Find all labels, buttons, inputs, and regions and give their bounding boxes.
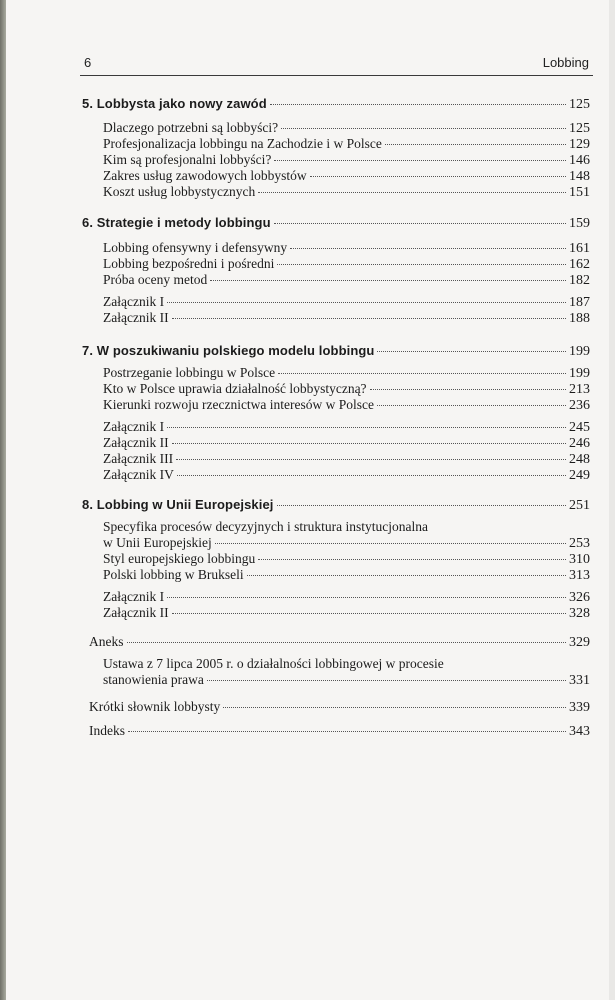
dot-leader: [215, 543, 566, 544]
toc-entry-title: Kto w Polsce uprawia działalność lobbystyczną?: [103, 381, 367, 396]
toc-chapter-8: [82, 497, 590, 514]
toc-entry-title: Lobbing bezpośredni i pośredni: [103, 256, 275, 271]
toc-entry-page: 148: [569, 169, 590, 184]
dot-leader: [167, 427, 566, 428]
toc-entry: [103, 567, 590, 584]
toc-entry-title: Lobbing ofensywny i defensywny: [103, 240, 288, 255]
toc-entry-page: 213: [569, 382, 590, 397]
toc-entry-title: 8. Lobbing w Unii Europejskiej: [82, 497, 274, 512]
toc-entry-title: Zakres usług zawodowych lobbystów: [103, 168, 307, 183]
dot-leader: [167, 302, 566, 303]
toc-entry-page: 339: [569, 700, 590, 715]
toc-entry: [103, 672, 590, 689]
toc-entry-page: 343: [569, 724, 590, 739]
toc-entry-page: 146: [569, 153, 590, 168]
toc-entry-title: Załącznik II: [103, 310, 169, 325]
toc-entry-page: 326: [569, 590, 590, 605]
toc-entry-title: w Unii Europejskiej: [103, 535, 212, 550]
dot-leader: [274, 160, 566, 161]
toc-entry-page: 328: [569, 606, 590, 621]
toc-entry-page: 151: [569, 185, 590, 200]
toc-entry: [103, 168, 590, 185]
dot-leader: [128, 731, 566, 732]
toc-entry-title: Indeks: [89, 723, 125, 738]
toc-entry-page: 251: [569, 498, 590, 513]
dot-leader: [370, 389, 566, 390]
toc-entry-title: Kierunki rozwoju rzecznictwa interesów w Polsce: [103, 397, 375, 412]
dot-leader: [270, 104, 566, 105]
toc-entry-title: Dlaczego potrzebni są lobbyści?: [103, 120, 279, 135]
toc-entry-title: Profesjonalizacja lobbingu na Zachodzie i w Polsce: [103, 136, 382, 151]
toc-entry-title: 6. Strategie i metody lobbingu: [82, 215, 271, 230]
toc-entry: [103, 397, 590, 414]
toc-entry-page: 125: [569, 97, 590, 112]
toc-entry-page: 248: [569, 452, 590, 467]
running-title: Lobbing: [542, 55, 589, 70]
toc-entry-page: 199: [569, 366, 590, 381]
toc-entry-title: Styl europejskiego lobbingu: [103, 551, 256, 566]
dot-leader: [127, 642, 567, 643]
toc-entry: [103, 551, 590, 568]
toc-entry-page: 331: [569, 673, 590, 688]
toc-entry-page: 182: [569, 273, 590, 288]
toc-entry-page: 129: [569, 137, 590, 152]
dot-leader: [172, 443, 566, 444]
toc-entry-page: 236: [569, 398, 590, 413]
toc-entry-page: 249: [569, 468, 590, 483]
toc-chapter-6: [82, 215, 590, 232]
toc-entry-title: Krótki słownik lobbysty: [89, 699, 221, 714]
toc-entry: [103, 451, 590, 468]
toc-entry-page: 253: [569, 536, 590, 551]
toc-entry-page: 329: [569, 635, 590, 650]
toc-entry-page: 199: [569, 344, 590, 359]
dot-leader: [223, 707, 566, 708]
dot-leader: [310, 176, 566, 177]
dot-leader: [277, 264, 566, 265]
toc-entry-page: 162: [569, 257, 590, 272]
dot-leader: [281, 128, 566, 129]
toc-entry-title: Próba oceny metod: [103, 272, 208, 287]
dot-leader: [207, 680, 566, 681]
toc-entry-page: 246: [569, 436, 590, 451]
toc-entry: [103, 435, 590, 452]
dot-leader: [290, 248, 566, 249]
toc-entry-first-line: Specyfika procesów decyzyjnych i struktura instytucjonalna: [103, 519, 429, 534]
dot-leader: [377, 351, 566, 352]
dot-leader: [247, 575, 566, 576]
toc-entry: [103, 535, 590, 552]
dot-leader: [385, 144, 566, 145]
toc-entry: [103, 120, 590, 137]
toc-entry-title: Załącznik IV: [103, 467, 174, 482]
toc-index: [89, 723, 590, 740]
dot-leader: [277, 505, 566, 506]
toc-entry: [103, 310, 590, 327]
toc-entry: [103, 256, 590, 273]
toc-entry-title: Załącznik II: [103, 435, 169, 450]
toc-entry-title: Załącznik I: [103, 294, 165, 309]
toc-entry-page: 159: [569, 216, 590, 231]
dot-leader: [176, 459, 566, 460]
toc-annex: [89, 634, 590, 651]
toc-entry-page: 313: [569, 568, 590, 583]
toc-entry: [103, 381, 590, 398]
toc-entry-title: Załącznik III: [103, 451, 174, 466]
dot-leader: [172, 318, 566, 319]
page-number: 6: [84, 55, 92, 70]
toc-glossary: [89, 699, 590, 716]
toc-entry-title: Załącznik I: [103, 589, 165, 604]
toc-entry: [103, 152, 590, 169]
toc-entry-title: Koszt usług lobbystycznych: [103, 184, 256, 199]
toc-entry-title: Załącznik I: [103, 419, 165, 434]
toc-entry: [103, 184, 590, 201]
dot-leader: [278, 373, 566, 374]
toc-entry-title: stanowienia prawa: [103, 672, 204, 687]
dot-leader: [258, 559, 566, 560]
toc-chapter-7: [82, 343, 590, 360]
toc-entry: [103, 589, 590, 606]
dot-leader: [210, 280, 566, 281]
toc-chapter-5: [82, 96, 590, 113]
toc-entry-title: Postrzeganie lobbingu w Polsce: [103, 365, 276, 380]
dot-leader: [167, 597, 566, 598]
toc-entry-page: 188: [569, 311, 590, 326]
dot-leader: [258, 192, 566, 193]
toc-entry-title: Kim są profesjonalni lobbyści?: [103, 152, 272, 167]
dot-leader: [377, 405, 566, 406]
toc-entry: [103, 272, 590, 289]
toc-entry-title: Załącznik II: [103, 605, 169, 620]
dot-leader: [177, 475, 566, 476]
toc-entry-title: Polski lobbing w Brukseli: [103, 567, 244, 582]
toc-entry-title: Aneks: [89, 634, 124, 649]
toc-entry-title: 5. Lobbysta jako nowy zawód: [82, 96, 267, 111]
toc-entry: [103, 294, 590, 311]
toc-entry-title: 7. W poszukiwaniu polskiego modelu lobbingu: [82, 343, 375, 358]
toc-entry-page: 187: [569, 295, 590, 310]
toc-entry-page: 161: [569, 241, 590, 256]
toc-entry: [103, 467, 590, 484]
toc-entry-page: 245: [569, 420, 590, 435]
toc-entry: [103, 240, 590, 257]
toc-entry-page: 310: [569, 552, 590, 567]
toc-entry-first-line: Ustawa z 7 lipca 2005 r. o działalności lobbingowej w procesie: [103, 656, 444, 671]
dot-leader: [172, 613, 566, 614]
toc-entry: [103, 136, 590, 153]
toc-entry: [103, 365, 590, 382]
dot-leader: [274, 223, 566, 224]
toc-entry-page: 125: [569, 121, 590, 136]
toc-entry: [103, 605, 590, 622]
toc-entry: [103, 419, 590, 436]
